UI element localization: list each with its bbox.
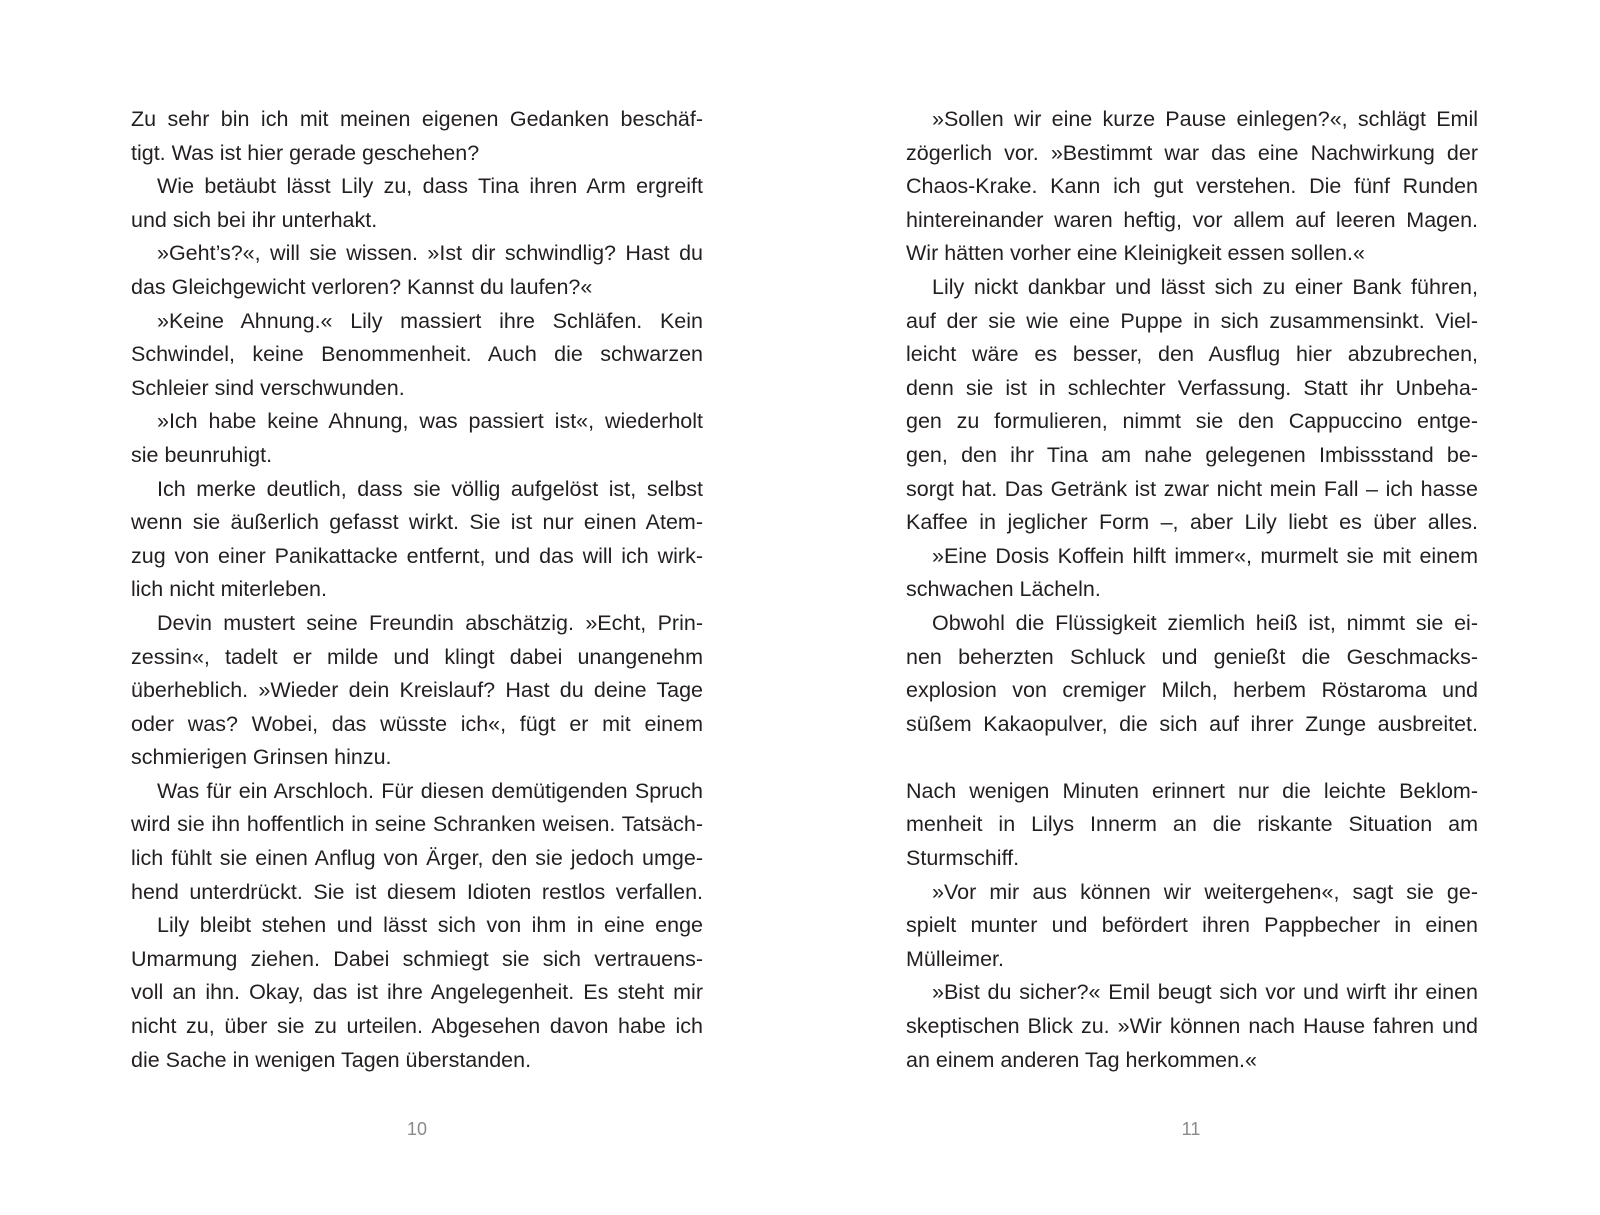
text-line: gen, den ihr Tina am nahe gelegenen Imbissstand be-	[906, 442, 1478, 467]
text-line: Schwindel, keine Benommenheit. Auch die schwarzen	[131, 342, 703, 367]
text-line	[906, 741, 1478, 775]
text-line: lich nicht miterleben.	[131, 577, 327, 602]
text-line: »Vor mir aus können wir weitergehen«, sagt sie ge-	[932, 879, 1478, 904]
text-line: nicht zu, über sie zu urteilen. Abgesehen davon habe ich	[131, 1014, 703, 1039]
text-line: gen zu formulieren, nimmt sie den Cappuccino entge-	[906, 409, 1478, 434]
text-line: Was für ein Arschloch. Für diesen demütigenden Spruch	[157, 778, 703, 803]
text-line: menheit in Lilys Innerm an die riskante Situation am	[906, 812, 1478, 837]
text-line: Nach wenigen Minuten erinnert nur die leichte Beklom-	[906, 778, 1478, 803]
text-line: wenn sie äußerlich gefasst wirkt. Sie ist nur einen Atem-	[131, 510, 703, 535]
text-line: Chaos-Krake. Kann ich gut verstehen. Die fünf Runden	[906, 174, 1478, 199]
text-line: spielt munter und befördert ihren Pappbecher in einen	[906, 913, 1478, 938]
text-line: Obwohl die Flüssigkeit ziemlich heiß ist, nimmt sie ei-	[932, 610, 1478, 635]
text-line: »Geht’s?«, will sie wissen. »Ist dir schwindlig? Hast du	[157, 241, 703, 266]
text-line: süßem Kakaopulver, die sich auf ihrer Zunge ausbreitet.	[906, 711, 1478, 736]
text-line: tigt. Was ist hier gerade geschehen?	[131, 140, 480, 165]
left-page-number: 10	[406, 1119, 428, 1139]
text-line: »Bist du sicher?« Emil beugt sich vor und wirft ihr einen	[932, 980, 1478, 1005]
text-line: nen beherzten Schluck und genießt die Geschmacks-	[906, 644, 1478, 669]
text-line: skeptischen Blick zu. »Wir können nach Hause fahren und	[906, 1014, 1478, 1039]
text-line: lich fühlt sie einen Anflug von Ärger, den sie jedoch umge-	[131, 846, 703, 871]
text-line: sie beunruhigt.	[131, 442, 273, 467]
text-line: »Eine Dosis Koffein hilft immer«, murmelt sie mit einem	[932, 543, 1478, 568]
text-line: »Ich habe keine Ahnung, was passiert ist«, wiederholt	[157, 409, 703, 434]
left-page-text	[131, 103, 703, 1077]
text-line: Lily bleibt stehen und lässt sich von ihm in eine enge	[157, 913, 703, 938]
text-line: denn sie ist in schlechter Verfassung. Statt ihr Unbeha-	[906, 375, 1478, 400]
text-line: Zu sehr bin ich mit meinen eigenen Gedanken beschäf-	[131, 107, 703, 131]
text-line: Sturmschiff.	[906, 846, 1020, 871]
text-line: das Gleichgewicht verloren? Kannst du laufen?«	[131, 274, 593, 299]
text-line: hintereinander waren heftig, vor allem auf leeren Magen.	[906, 207, 1478, 232]
text-line: voll an ihn. Okay, das ist ihre Angelegenheit. Es steht mir	[131, 980, 703, 1005]
text-line: die Sache in wenigen Tagen überstanden.	[131, 1047, 532, 1072]
right-page-number: 11	[1181, 1119, 1201, 1139]
right-page-text	[906, 103, 1478, 1077]
text-line: Umarmung ziehen. Dabei schmiegt sie sich vertrauens-	[131, 946, 703, 971]
text-line: Lily nickt dankbar und lässt sich zu einer Bank führen,	[932, 274, 1478, 299]
text-line: »Sollen wir eine kurze Pause einlegen?«, schlägt Emil	[932, 107, 1478, 131]
text-line: sorgt hat. Das Getränk ist zwar nicht mein Fall – ich hasse	[906, 476, 1478, 501]
text-line: Mülleimer.	[906, 946, 1004, 971]
text-line: Ich merke deutlich, dass sie völlig aufgelöst ist, selbst	[157, 476, 703, 501]
text-line: zessin«, tadelt er milde und klingt dabei unangenehm	[131, 644, 703, 669]
text-line: schmierigen Grinsen hinzu.	[131, 745, 392, 770]
text-line: Devin mustert seine Freundin abschätzig. »Echt, Prin-	[157, 610, 703, 635]
text-line: wird sie ihn hoffentlich in seine Schranken weisen. Tatsäch-	[131, 812, 703, 837]
text-line: überheblich. »Wieder dein Kreislauf? Hast du deine Tage	[131, 678, 703, 703]
text-line: Wie betäubt lässt Lily zu, dass Tina ihren Arm ergreift	[157, 174, 703, 199]
text-line: oder was? Wobei, das wüsste ich«, fügt er mit einem	[131, 711, 703, 736]
text-line: Wir hätten vorher eine Kleinigkeit essen sollen.«	[906, 241, 1365, 266]
text-line: auf der sie wie eine Puppe in sich zusammensinkt. Viel-	[906, 308, 1478, 333]
text-line: Kaffee in jeglicher Form –, aber Lily liebt es über alles.	[906, 510, 1478, 535]
text-line: leicht wäre es besser, den Ausflug hier abzubrechen,	[906, 342, 1478, 367]
text-line: und sich bei ihr unterhakt.	[131, 207, 378, 232]
text-line: hend unterdrückt. Sie ist diesem Idioten restlos verfallen.	[131, 879, 703, 904]
text-line: an einem anderen Tag herkommen.«	[906, 1047, 1257, 1072]
text-line: schwachen Lächeln.	[906, 577, 1101, 602]
text-line: explosion von cremiger Milch, herbem Röstaroma und	[906, 678, 1478, 703]
text-line: zögerlich vor. »Bestimmt war das eine Nachwirkung der	[906, 140, 1478, 165]
text-line: zug von einer Panikattacke entfernt, und das will ich wirk-	[131, 543, 703, 568]
text-line: Schleier sind verschwunden.	[131, 375, 405, 400]
text-line: »Keine Ahnung.« Lily massiert ihre Schläfen. Kein	[157, 308, 703, 333]
